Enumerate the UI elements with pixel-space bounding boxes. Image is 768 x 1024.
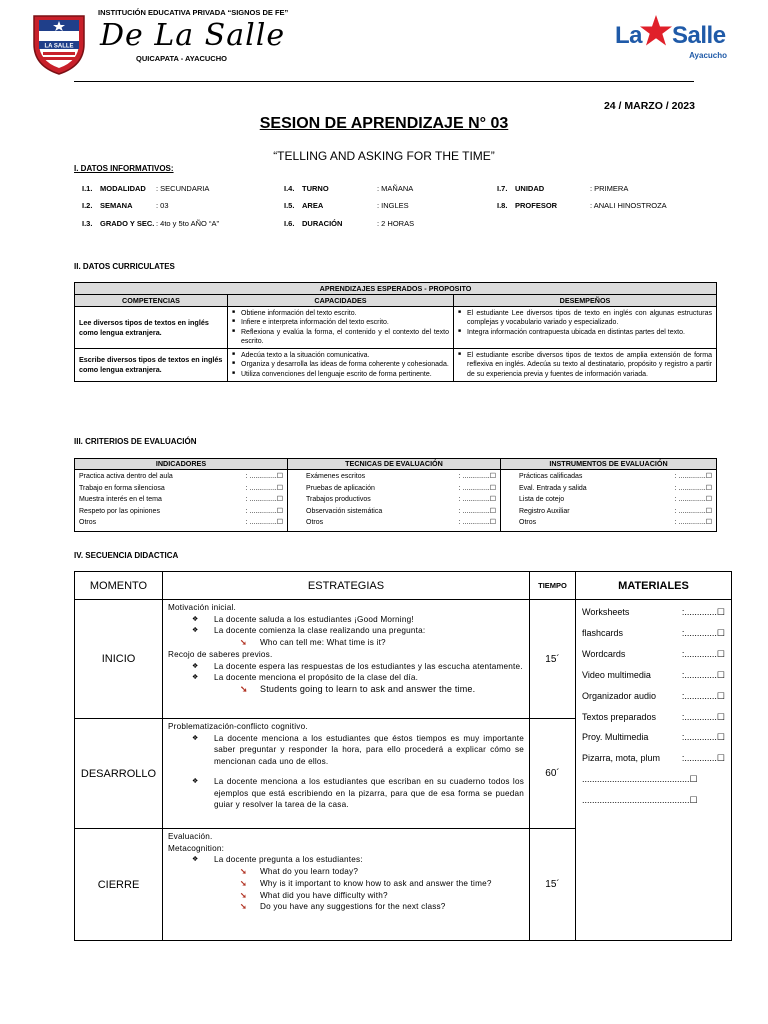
list-item: ■ El estudiante Lee diversos tipos de texto en inglés con algunas estructuras complejas y vocabulario variado y especializado. [458, 309, 712, 328]
indicadores-cell [75, 470, 288, 532]
strategy-line: Recojo de saberes previos. [168, 649, 273, 659]
strategies-inicio [163, 600, 530, 719]
section-4-heading: IV. SECUENCIA DIDACTICA [74, 551, 179, 560]
material-item: Pizarra, mota, plum :.............☐ [582, 753, 725, 764]
list-item: Practica activa dentro del aula : ..............☐ [79, 473, 283, 480]
info-item: I.2. SEMANA : 03 [82, 201, 169, 210]
info-item: I.8. PROFESOR : ANALI HINOSTROZA [497, 201, 667, 210]
col-instrumentos: INSTRUMENTOS DE EVALUACIÓN [501, 459, 717, 470]
strategy-subbullet: ➘ What do you learn today? [168, 866, 524, 878]
materials-cell [576, 600, 732, 941]
list-item: Otros : ..............☐ [79, 519, 283, 527]
strategy-subbullet: ➘ Who can tell me: What time is it? [168, 637, 524, 649]
strategy-line: Problematización-conflicto cognitivo. [168, 722, 308, 731]
info-item: I.7. UNIDAD : PRIMERA [497, 184, 629, 193]
material-item: Worksheets :.............☐ [582, 607, 725, 617]
brand-right: Salle [672, 22, 726, 49]
strategy-bullet: ❖ La docente pregunta a los estudiantes: [168, 854, 524, 866]
info-item: I.6. DURACIÓN : 2 HORAS [284, 219, 415, 228]
capacidades-cell [228, 349, 454, 382]
competencia-cell: Escribe diversos tipos de textos en inglés como lengua extranjera. [75, 349, 228, 382]
session-subtitle: “TELLING AND ASKING FOR THE TIME” [273, 149, 495, 163]
table-row [75, 600, 732, 719]
moment-cierre: CIERRE [75, 829, 163, 941]
list-item: Trabajo en forma silenciosa : ..............☐ [79, 484, 283, 492]
list-item: Registro Auxiliar : ..............☐ [519, 507, 712, 515]
strategy-bullet: ❖ La docente menciona a los estudiantes que éstos tiempos es muy importante saber preguntar y responder la hora, para ello procederá a explicar cómo se mencionan cada uno de ellos. [168, 733, 524, 768]
material-item: ...........................................☐ [582, 774, 698, 785]
section-2-heading: II. DATOS CURRICULATES [74, 262, 175, 271]
section-3-heading: III. CRITERIOS DE EVALUACIÓN [74, 437, 197, 446]
info-item: I.1. MODALIDAD : SECUNDARIA [82, 184, 210, 193]
session-date: 24 / MARZO / 2023 [603, 100, 695, 112]
list-item: Lista de cotejo : ..............☐ [519, 496, 712, 504]
curricular-table [74, 282, 717, 382]
material-item: Video multimedia :.............☐ [582, 669, 725, 680]
list-item: ■ Integra información contrapuesta ubicada en distintas partes del texto. [458, 328, 712, 337]
list-item: ■ Obtiene información del texto escrito. [232, 309, 449, 318]
list-item: Otros : ..............☐ [306, 519, 496, 527]
strategy-line: Metacognition: [168, 843, 225, 853]
star-icon [639, 14, 673, 48]
list-item: ■ Utiliza convenciones del lenguaje escrito de forma pertinente. [232, 370, 449, 379]
col-estrategias: ESTRATEGIAS [163, 572, 530, 600]
table-row [75, 307, 717, 349]
strategies-desarrollo [163, 719, 530, 829]
list-item: Eval. Entrada y salida : ..............☐ [519, 484, 712, 492]
strategy-line: Evaluación. [168, 832, 213, 841]
header-divider [74, 81, 694, 82]
strategy-bullet: ❖ La docente menciona a los estudiantes que escriban en su cuaderno todos los ejemplos que está escribiendo en la pizarra, para que de esa forma se puedan guiar y resolver la tarea de la casa. [168, 776, 524, 811]
col-indicadores: INDICADORES [75, 459, 288, 470]
moment-desarrollo: DESARROLLO [75, 719, 163, 829]
competencia-cell: Lee diversos tipos de textos en inglés como lengua extranjera. [75, 307, 228, 349]
strategy-line: Motivación inicial. [168, 603, 236, 612]
info-item: I.5. AREA : INGLES [284, 201, 409, 210]
info-item: I.4. TURNO : MAÑANA [284, 184, 414, 193]
list-item: Trabajos productivos : ..............☐ [306, 496, 496, 504]
tecnicas-cell [288, 470, 501, 532]
didactic-sequence-table [74, 571, 732, 941]
material-item: Organizador audio :.............☐ [582, 690, 725, 701]
list-item: ■ Reflexiona y evalúa la forma, el contenido y el contexto del texto escrito. [232, 328, 449, 347]
col-tecnicas: TECNICAS DE EVALUACIÓN [288, 459, 501, 470]
col-momento: MOMENTO [75, 572, 163, 600]
material-item: Wordcards :.............☐ [582, 648, 725, 659]
brand-sub: Ayacucho [689, 51, 727, 60]
table-row [75, 349, 717, 382]
list-item: Observación sistemática : ..............☐ [306, 507, 496, 515]
strategy-bullet: ❖ La docente comienza la clase realizando una pregunta: [168, 625, 524, 637]
material-item: flashcards :.............☐ [582, 627, 725, 638]
page-title: SESION DE APRENDIZAJE N° 03 [259, 115, 509, 132]
instrumentos-cell [501, 470, 717, 532]
info-item: I.3. GRADO Y SEC. : 4to y 5to AÑO “A” [82, 219, 219, 228]
shield-text: LA SALLE [44, 43, 74, 50]
strategy-bullet: ❖ La docente saluda a los estudiantes ¡Good Morning! [168, 614, 524, 626]
evaluation-criteria-table [74, 458, 717, 532]
signature-logo: De La Salle [100, 18, 286, 53]
curricular-table-title: APRENDIZAJES ESPERADOS - PROPOSITO [75, 283, 717, 295]
list-item: ■ El estudiante escribe diversos tipos de textos de amplia extensión de forma reflexiva en inglés. Adecúa su texto al destinatario, propósito y registro a partir de su experiencia previa y fuentes de información variada. [458, 351, 712, 379]
list-item: Pruebas de aplicación : ..............☐ [306, 484, 496, 492]
time-inicio: 15´ [530, 600, 576, 719]
strategy-subbullet: ➘ Students going to learn to ask and answer the time. [168, 684, 524, 696]
material-item: Proy. Multimedia :.............☐ [582, 732, 725, 743]
desempenos-cell [454, 349, 717, 382]
list-item: Muestra interés en el tema : ..............☐ [79, 496, 283, 504]
strategy-bullet: ❖ La docente espera las respuestas de los estudiantes y las escucha atentamente. [168, 661, 524, 673]
strategy-subbullet: ➘ What did you have difficulty with? [168, 890, 524, 902]
time-cierre: 15´ [530, 829, 576, 941]
col-desempenos: DESEMPEÑOS [454, 295, 717, 307]
moment-inicio: INICIO [75, 600, 163, 719]
institution-location: QUICAPATA - AYACUCHO [136, 54, 227, 63]
material-item: Textos preparados :.............☐ [582, 711, 725, 722]
col-tiempo: TIEMPO [530, 572, 576, 600]
col-materiales: MATERIALES [576, 572, 732, 600]
capacidades-cell [228, 307, 454, 349]
institution-name: INSTITUCIÓN EDUCATIVA PRIVADA “SIGNOS DE FE” [98, 8, 289, 17]
strategies-cierre [163, 829, 530, 941]
list-item: Respeto por las opiniones : ..............☐ [79, 507, 283, 515]
material-item: ...........................................☐ [582, 795, 698, 806]
list-item: ■ Organiza y desarrolla las ideas de forma coherente y cohesionada. [232, 360, 449, 369]
list-item: ■ Adecúa texto a la situación comunicativa. [232, 351, 449, 360]
list-item: ■ Infiere e interpreta información del texto escrito. [232, 318, 449, 327]
strategy-subbullet: ➘ Why is it important to know how to ask and answer the time? [168, 878, 524, 890]
list-item: Prácticas calificadas : ..............☐ [519, 473, 712, 480]
time-desarrollo: 60´ [530, 719, 576, 829]
school-shield-logo [32, 14, 86, 76]
col-capacidades: CAPACIDADES [228, 295, 454, 307]
section-1-heading: I. DATOS INFORMATIVOS: [74, 164, 174, 173]
strategy-bullet: ❖ La docente menciona el propósito de la clase del día. [168, 672, 524, 684]
la-salle-brand-logo [615, 14, 733, 60]
col-competencias: COMPETENCIAS [75, 295, 228, 307]
strategy-subbullet: ➘ Do you have any suggestions for the next class? [168, 901, 524, 913]
brand-left: La [615, 22, 643, 49]
desempenos-cell [454, 307, 717, 349]
list-item: Otros : ..............☐ [519, 519, 712, 527]
list-item: Exámenes escritos : ..............☐ [306, 473, 496, 480]
